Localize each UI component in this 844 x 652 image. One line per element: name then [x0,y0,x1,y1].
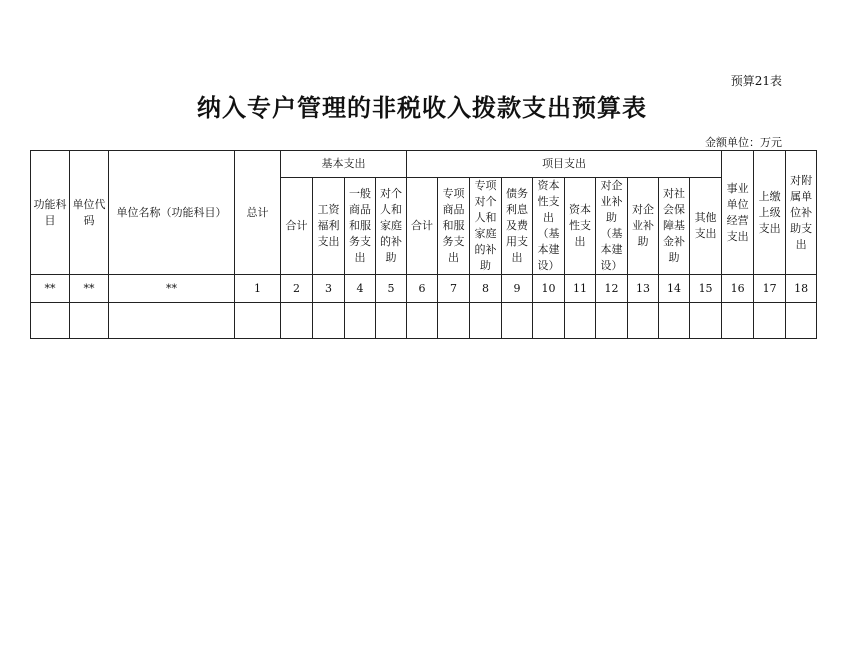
table-cell [407,303,438,339]
table-cell [438,303,470,339]
header-project-special-subsidy: 专项对个人和家庭的补助 [470,178,502,275]
table-cell [596,303,628,339]
index-cell: 10 [533,275,565,303]
header-project-capital: 资本性支出 [565,178,596,275]
index-cell: 14 [659,275,690,303]
index-cell: 17 [754,275,786,303]
header-business-ops: 事业单位经营支出 [722,151,754,275]
header-project-enterprise-basic: 对企业补助（基本建设） [596,178,628,275]
header-project-group: 项目支出 [407,151,722,178]
header-project-special-goods: 专项商品和服务支出 [438,178,470,275]
header-basic-sum: 合计 [281,178,313,275]
budget-table [30,150,817,339]
table-cell [235,303,281,339]
index-cell: 5 [376,275,407,303]
index-cell: 6 [407,275,438,303]
table-cell [281,303,313,339]
header-affiliated-subsidy: 对附属单位补助支出 [786,151,817,275]
index-cell: 4 [345,275,376,303]
form-number: 预算21表 [730,74,782,88]
index-cell: 2 [281,275,313,303]
header-project-sum: 合计 [407,178,438,275]
index-cell: 1 [235,275,281,303]
table-cell [502,303,533,339]
table-cell [754,303,786,339]
header-project-capital-basic: 资本性支出（基本建设） [533,178,565,275]
table-cell [109,303,235,339]
table-cell [313,303,345,339]
header-project-social-security: 对社会保障基金补助 [659,178,690,275]
table-cell [659,303,690,339]
header-project-debt-interest: 债务利息及费用支出 [502,178,533,275]
header-project-enterprise: 对企业补助 [628,178,659,275]
page-title: 纳入专户管理的非税收入拨款支出预算表 [197,93,647,122]
header-higher-level: 上缴上级支出 [754,151,786,275]
index-cell: 12 [596,275,628,303]
index-cell: ** [31,275,70,303]
index-cell: 3 [313,275,345,303]
header-func-subject: 功能科目 [31,151,70,275]
index-cell: 8 [470,275,502,303]
header-total: 总计 [235,151,281,275]
table-cell [565,303,596,339]
table-cell [376,303,407,339]
header-basic-wages: 工资福利支出 [313,178,345,275]
table-cell [628,303,659,339]
header-unit-name: 单位名称（功能科目） [109,151,235,275]
index-cell: 7 [438,275,470,303]
table-cell [70,303,109,339]
table-cell [533,303,565,339]
header-basic-goods: 一般商品和服务支出 [345,178,376,275]
table-body [31,275,817,339]
header-basic-subsidy-individual: 对个人和家庭的补助 [376,178,407,275]
header-basic-group: 基本支出 [281,151,407,178]
table-cell [470,303,502,339]
table-cell [786,303,817,339]
index-cell: 13 [628,275,659,303]
table-cell [722,303,754,339]
index-cell: 18 [786,275,817,303]
amount-unit: 金额单位：万元 [705,136,782,149]
index-cell: 9 [502,275,533,303]
header-unit-code: 单位代码 [70,151,109,275]
index-cell: 11 [565,275,596,303]
table-cell [690,303,722,339]
index-cell: ** [109,275,235,303]
index-row [31,275,817,303]
table-cell [345,303,376,339]
table-row [31,303,817,339]
index-cell: ** [70,275,109,303]
table-cell [31,303,70,339]
index-cell: 16 [722,275,754,303]
index-cell: 15 [690,275,722,303]
header-project-other: 其他支出 [690,178,722,275]
